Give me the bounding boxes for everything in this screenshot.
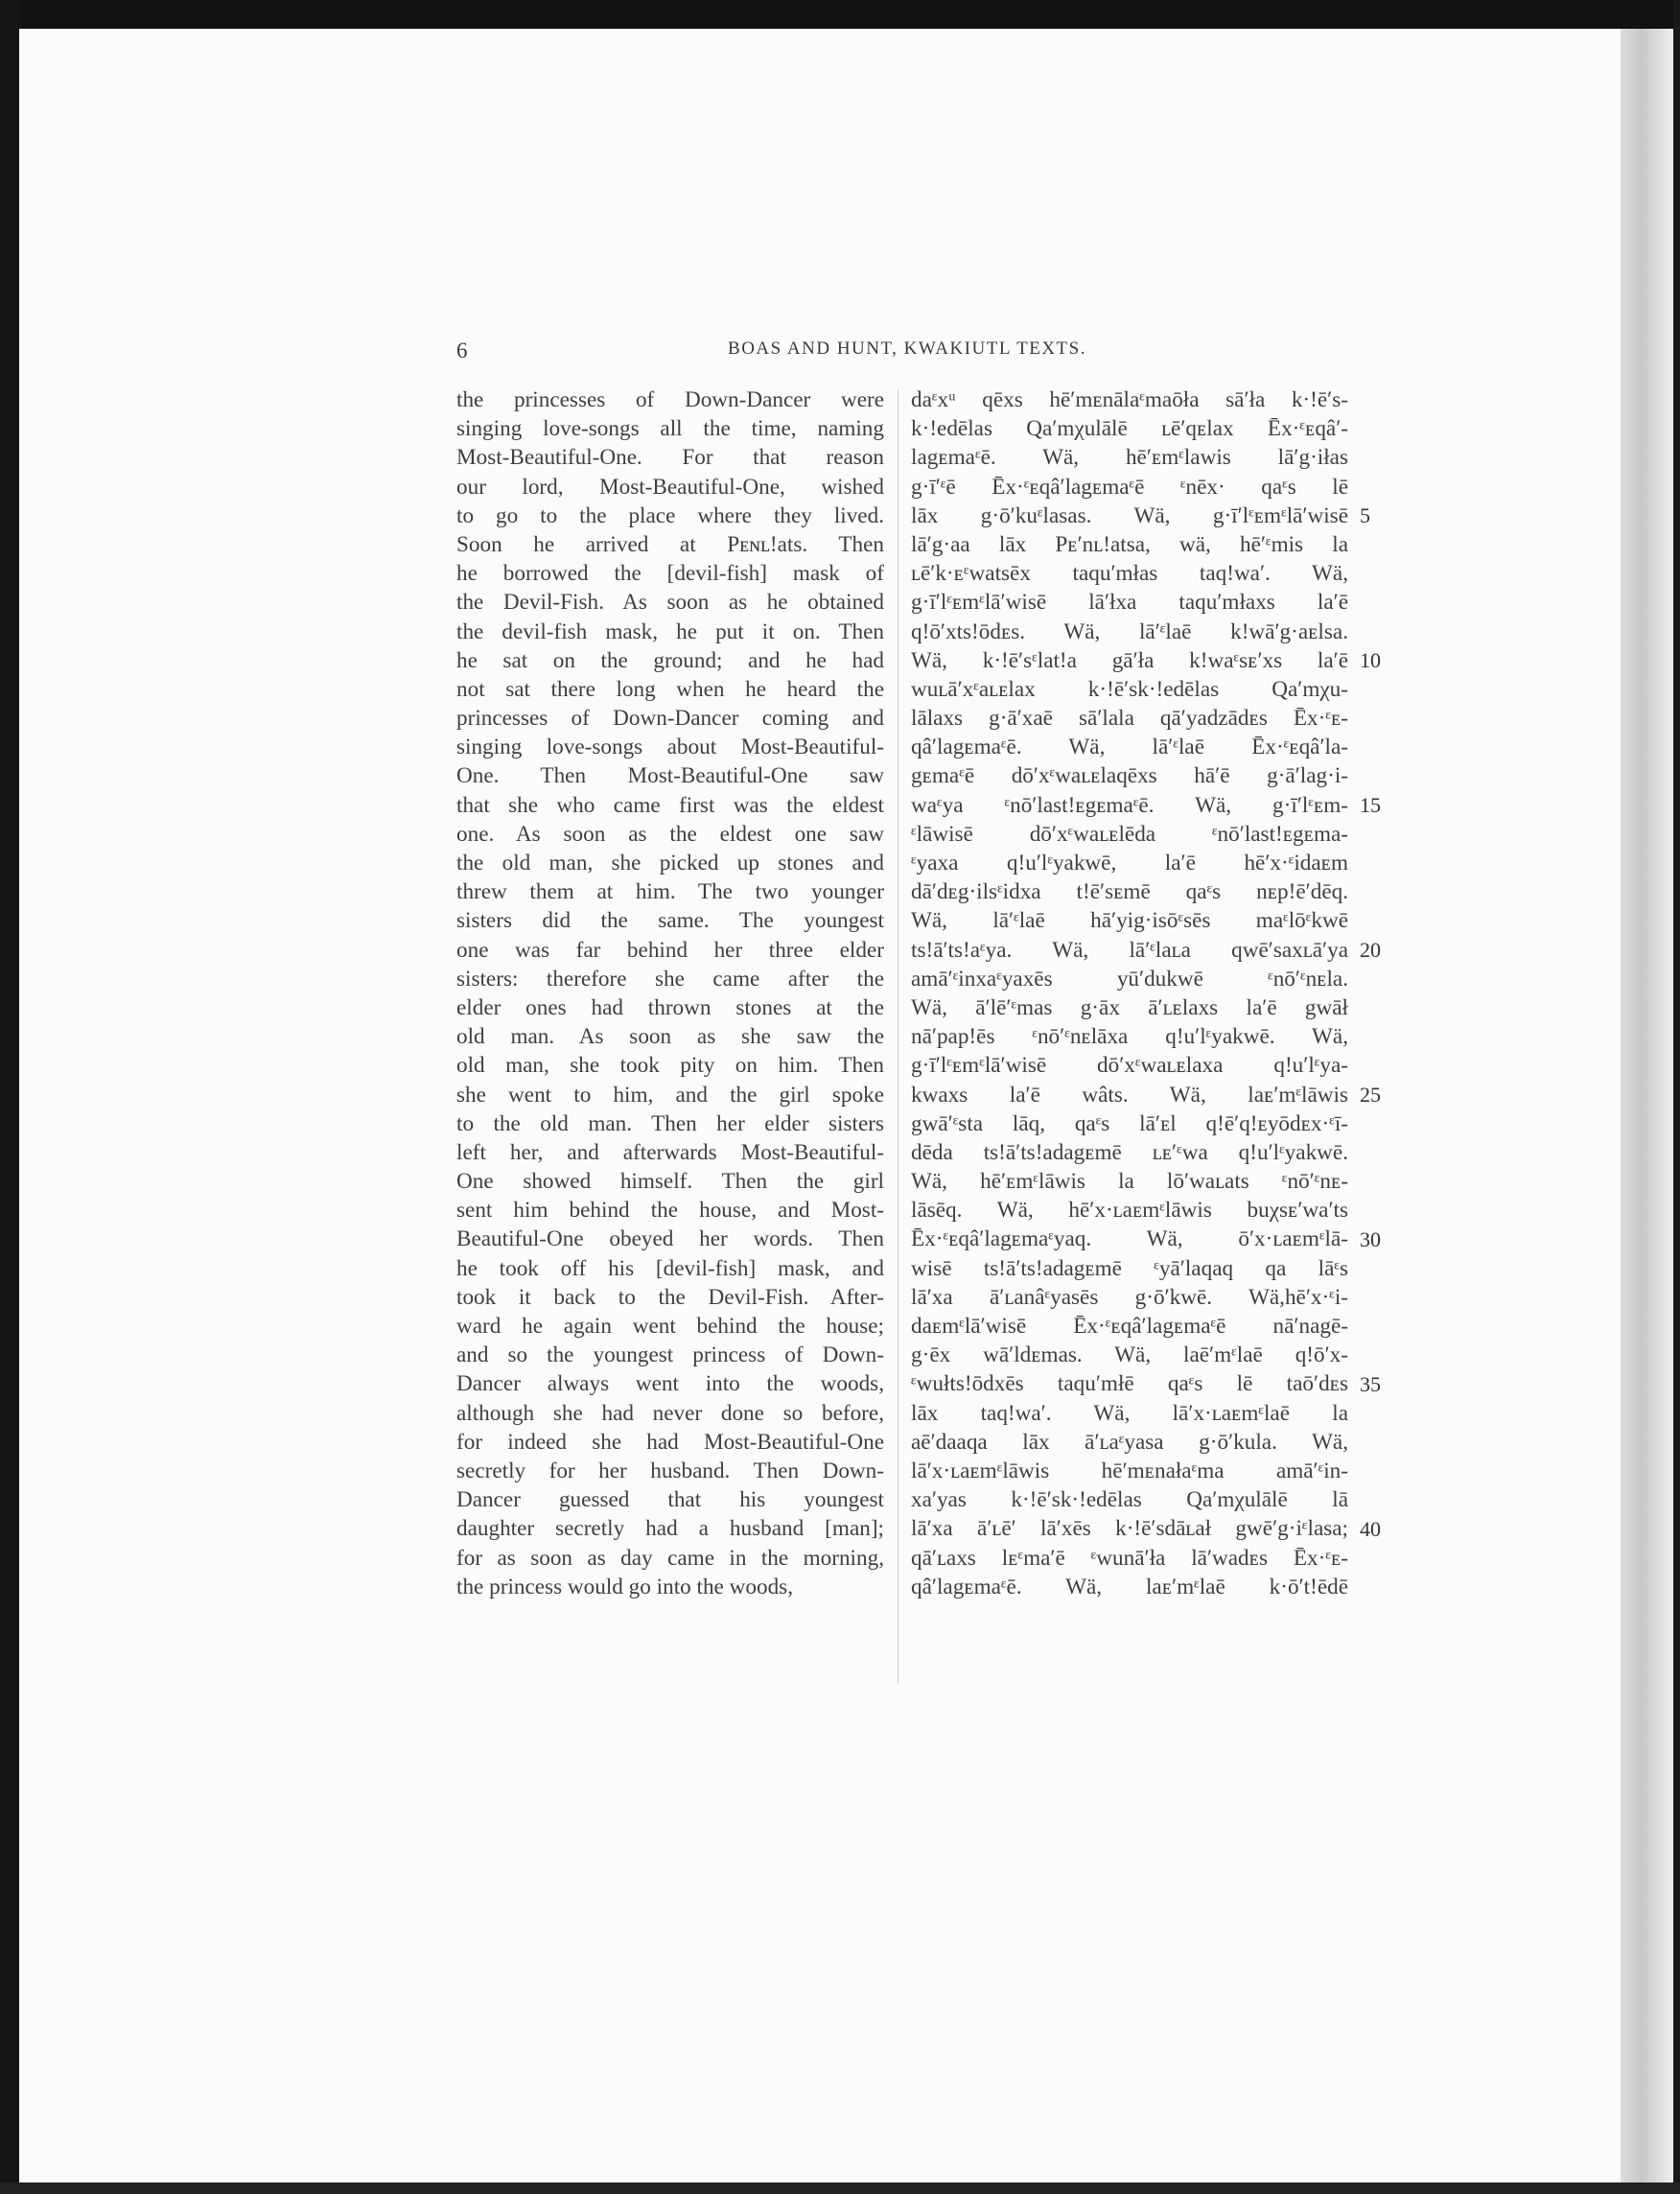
kwakiutl-text-line: aēʹdaaqa lāx āʹʟaᵋyasa g·ōʹkula. Wä,	[911, 1429, 1348, 1455]
line-number: 30	[1360, 1226, 1381, 1251]
english-text-line: Beautiful-One obeyed her words. Then	[456, 1226, 884, 1252]
running-title: BOAS AND HUNT, KWAKIUTL TEXTS.	[728, 338, 1086, 359]
kwakiutl-text-line: g·īʹᵋē Ēx·ᵋᴇqâʹlagᴇmaᵋē ᵋnēx· qaᵋs lē	[911, 474, 1348, 500]
kwakiutl-text-line: dēda ts!āʹts!adagᴇmē ʟᴇʹᵋwa q!uʹlᵋyakwē.	[911, 1139, 1348, 1165]
kwakiutl-text-line: lāʹxa āʹʟēʹ lāʹxēs k·!ēʹsdāʟał gwēʹg·iᵋlasa;	[911, 1516, 1348, 1542]
kwakiutl-text-line: daᵋxᵘ qēxs hēʹmᴇnālaᵋmaōła sāʹła k·!ēʹs-	[911, 387, 1348, 412]
english-text-line: princesses of Down-Dancer coming and	[456, 706, 884, 732]
kwakiutl-text-line: Wä, lāʹᵋlaē hāʹyig·isōᵋsēs maᵋlōᵋkwē	[911, 908, 1348, 934]
line-number: 25	[1360, 1082, 1381, 1107]
scan-border-left	[0, 0, 21, 2194]
line-number: 15	[1360, 792, 1381, 817]
kwakiutl-text-line: gwāʹᵋsta lāq, qaᵋs lāʹᴇl q!ēʹq!ᴇyōdᴇx·ᵋī-	[911, 1110, 1348, 1136]
line-number: 5	[1360, 502, 1370, 527]
kwakiutl-text-line: ʟēʹk·ᴇᵋwatsēx taquʹmłas taq!waʹ. Wä,	[911, 561, 1348, 587]
english-text-line: Dancer always went into the woods,	[456, 1371, 884, 1397]
kwakiutl-text-line: k·!edēlas Qaʹmχulālē ʟēʹqᴇlax Ēx·ᵋᴇqâʹ-	[911, 416, 1348, 442]
kwakiutl-text-line: lagᴇmaᵋē. Wä, hēʹᴇmᵋlawis lāʹg·iłas	[911, 445, 1348, 471]
english-text-line: singing love-songs about Most-Beautiful-	[456, 735, 884, 760]
english-text-line: daughter secretly had a husband [man];	[456, 1516, 884, 1542]
kwakiutl-text-line: wuʟāʹxᵋaʟᴇlax k·!ēʹsk·!edēlas Qaʹmχu-	[911, 676, 1348, 702]
kwakiutl-text-line: lāʹx·ʟaᴇmᵋlāwis hēʹmᴇnałaᵋma amāʹᵋin-	[911, 1458, 1348, 1483]
kwakiutl-text-line: lāsēq. Wä, hēʹx·ʟaᴇmᵋlāwis buχsᴇʹwaʹts	[911, 1198, 1348, 1224]
english-text-line: the Devil-Fish. As soon as he obtained	[456, 590, 884, 616]
scan-border-top	[0, 0, 1680, 33]
kwakiutl-text-line: q!ōʹxts!ōdᴇs. Wä, lāʹᵋlaē k!wāʹg·aᴇlsa.	[911, 619, 1348, 644]
english-text-line: secretly for her husband. Then Down-	[456, 1458, 884, 1483]
english-text-line: one. As soon as the eldest one saw	[456, 821, 884, 847]
kwakiutl-text-line: waᵋya ᵋnōʹlast!ᴇgᴇmaᵋē. Wä, g·īʹlᵋᴇm-	[911, 792, 1348, 818]
kwakiutl-text-line: Wä, k·!ēʹsᵋlat!a gāʹła k!waᵋsᴇʹxs laʹē	[911, 647, 1348, 673]
english-text-line: sisters: therefore she came after the	[456, 966, 884, 992]
english-text-line: the devil-fish mask, he put it on. Then	[456, 619, 884, 644]
english-text-line: Dancer guessed that his youngest	[456, 1487, 884, 1513]
kwakiutl-text-line: qâʹlagᴇmaᵋē. Wä, laᴇʹmᵋlaē k·ōʹt!ēdē	[911, 1574, 1348, 1599]
kwakiutl-text-line: Ēx·ᵋᴇqâʹlagᴇmaᵋyaq. Wä, ōʹx·ʟaᴇmᵋlā-	[911, 1226, 1348, 1252]
english-text-line: he sat on the ground; and he had	[456, 647, 884, 673]
kwakiutl-text-line: lāʹg·aa lāx Pᴇʹnʟ!atsa, wä, hēʹᵋmis la	[911, 531, 1348, 557]
kwakiutl-text-line: wisē ts!āʹts!adagᴇmē ᵋyāʹlaqaq qa lāᵋs	[911, 1255, 1348, 1281]
english-text-line: One. Then Most-Beautiful-One saw	[456, 763, 884, 789]
kwakiutl-text-line: dāʹdᴇg·ilsᵋidxa t!ēʹsᴇmē qaᵋs nᴇp!ēʹdēq.	[911, 879, 1348, 905]
english-text-line: that she who came first was the eldest	[456, 792, 884, 818]
english-text-line: old man, she took pity on him. Then	[456, 1053, 884, 1079]
english-text-line: threw them at him. The two younger	[456, 879, 884, 905]
kwakiutl-text-line: ᵋyaxa q!uʹlᵋyakwē, laʹē hēʹx·ᵋidaᴇm	[911, 851, 1348, 875]
english-text-line: to the old man. Then her elder sisters	[456, 1110, 884, 1136]
kwakiutl-text-line: lāx taq!waʹ. Wä, lāʹx·ʟaᴇmᵋlaē la	[911, 1400, 1348, 1426]
english-translation-column	[456, 385, 884, 1601]
kwakiutl-text-line: kwaxs laʹē wâts. Wä, laᴇʹmᵋlāwis	[911, 1082, 1348, 1108]
kwakiutl-text-column	[911, 385, 1348, 1601]
english-text-line: sent him behind the house, and Most-	[456, 1198, 884, 1224]
kwakiutl-text-line: nāʹpap!ēs ᵋnōʹᵋnᴇlāxa q!uʹlᵋyakwē. Wä,	[911, 1024, 1348, 1050]
kwakiutl-text-line: Wä, hēʹᴇmᵋlāwis la lōʹwaʟats ᵋnōʹᵋnᴇ-	[911, 1169, 1348, 1195]
english-text-line: Soon he arrived at Pᴇɴʟ!ats. Then	[456, 531, 884, 557]
line-number: 20	[1360, 937, 1381, 962]
kwakiutl-text-line: lāʹxa āʹʟanâᵋyasēs g·ōʹkwē. Wä,hēʹx·ᵋi-	[911, 1284, 1348, 1310]
english-text-line: he borrowed the [devil-fish] mask of	[456, 561, 884, 587]
line-number: 10	[1360, 647, 1381, 672]
kwakiutl-text-line: daᴇmᵋlāʹwisē Ēx·ᵋᴇqâʹlagᴇmaᵋē nāʹnagē-	[911, 1314, 1348, 1339]
english-text-line: he took off his [devil-fish] mask, and	[456, 1255, 884, 1281]
kwakiutl-text-line: qâʹlagᴇmaᵋē. Wä, lāʹᵋlaē Ēx·ᵋᴇqâʹla-	[911, 735, 1348, 760]
kwakiutl-text-line: g·īʹlᵋᴇmᵋlāʹwisē lāʹłxa taquʹmłaxs laʹē	[911, 590, 1348, 616]
line-number: 35	[1360, 1371, 1381, 1396]
kwakiutl-text-line: qāʹʟaxs lᴇᵋmaʹē ᵋwunāʹła lāʹwadᴇs Ēx·ᵋᴇ-	[911, 1545, 1348, 1571]
english-text-line: the princess would go into the woods,	[456, 1574, 793, 1599]
kwakiutl-text-line: g·īʹlᵋᴇmᵋlāʹwisē dōʹxᵋwaʟᴇlaxa q!uʹlᵋya-	[911, 1053, 1348, 1079]
english-text-line: left her, and afterwards Most-Beautiful-	[456, 1139, 884, 1165]
kwakiutl-text-line: ᵋwułts!ōdxēs taquʹmłē qaᵋs lē taōʹdᴇs	[911, 1371, 1348, 1397]
english-text-line: the old man, she picked up stones and	[456, 851, 884, 875]
english-text-line: although she had never done so before,	[456, 1400, 884, 1426]
kwakiutl-text-line: ᵋlāwisē dōʹxᵋwaʟᴇlēda ᵋnōʹlast!ᴇgᴇma-	[911, 821, 1348, 847]
english-text-line: for as soon as day came in the morning,	[456, 1545, 884, 1571]
english-text-line: our lord, Most-Beautiful-One, wished	[456, 474, 884, 500]
line-number: 40	[1360, 1516, 1381, 1541]
scan-border-bottom	[0, 2182, 1680, 2194]
english-text-line: she went to him, and the girl spoke	[456, 1082, 884, 1108]
kwakiutl-text-line: gᴇmaᵋē dōʹxᵋwaʟᴇlaqēxs hāʹē g·āʹlag·i-	[911, 763, 1348, 789]
english-text-line: the princesses of Down-Dancer were	[456, 387, 884, 412]
english-text-line: and so the youngest princess of Down-	[456, 1342, 884, 1368]
kwakiutl-text-line: lāx g·ōʹkuᵋlasas. Wä, g·īʹlᵋᴇmᵋlāʹwisē	[911, 502, 1348, 528]
kwakiutl-text-line: ts!āʹts!aᵋya. Wä, lāʹᵋlaʟa qwēʹsaxʟāʹya	[911, 937, 1348, 963]
english-text-line: elder ones had thrown stones at the	[456, 994, 884, 1020]
page-number: 6	[456, 338, 468, 362]
english-text-line: took it back to the Devil-Fish. After-	[456, 1284, 884, 1310]
scan-border-right	[1673, 0, 1680, 2194]
english-text-line: old man. As soon as she saw the	[456, 1024, 884, 1050]
kwakiutl-text-line: amāʹᵋinxaᵋyaxēs yūʹdukwē ᵋnōʹᵋnᴇla.	[911, 966, 1348, 992]
english-text-line: Most-Beautiful-One. For that reason	[456, 445, 884, 471]
english-text-line: for indeed she had Most-Beautiful-One	[456, 1429, 884, 1455]
english-text-line: sisters did the same. The youngest	[456, 908, 884, 934]
english-text-line: One showed himself. Then the girl	[456, 1169, 884, 1195]
english-text-line: not sat there long when he heard the	[456, 676, 884, 702]
english-text-line: singing love-songs all the time, naming	[456, 416, 884, 442]
running-head	[456, 338, 1358, 367]
kwakiutl-text-line: Wä, āʹlēʹᵋmas g·āx āʹʟᴇlaxs laʹē gwāł	[911, 994, 1348, 1020]
english-text-line: to go to the place where they lived.	[456, 502, 884, 528]
kwakiutl-text-line: xaʹyas k·!ēʹsk·!edēlas Qaʹmχulālē lā	[911, 1487, 1348, 1513]
page-edge-shadow	[1621, 29, 1673, 2182]
english-text-line: one was far behind her three elder	[456, 937, 884, 963]
english-text-line: ward he again went behind the house;	[456, 1314, 884, 1339]
kwakiutl-text-line: lālaxs g·āʹxaē sāʹlala qāʹyadzādᴇs Ēx·ᵋᴇ-	[911, 706, 1348, 732]
kwakiutl-text-line: g·ēx wāʹldᴇmas. Wä, laēʹmᵋlaē q!ōʹx-	[911, 1342, 1348, 1368]
